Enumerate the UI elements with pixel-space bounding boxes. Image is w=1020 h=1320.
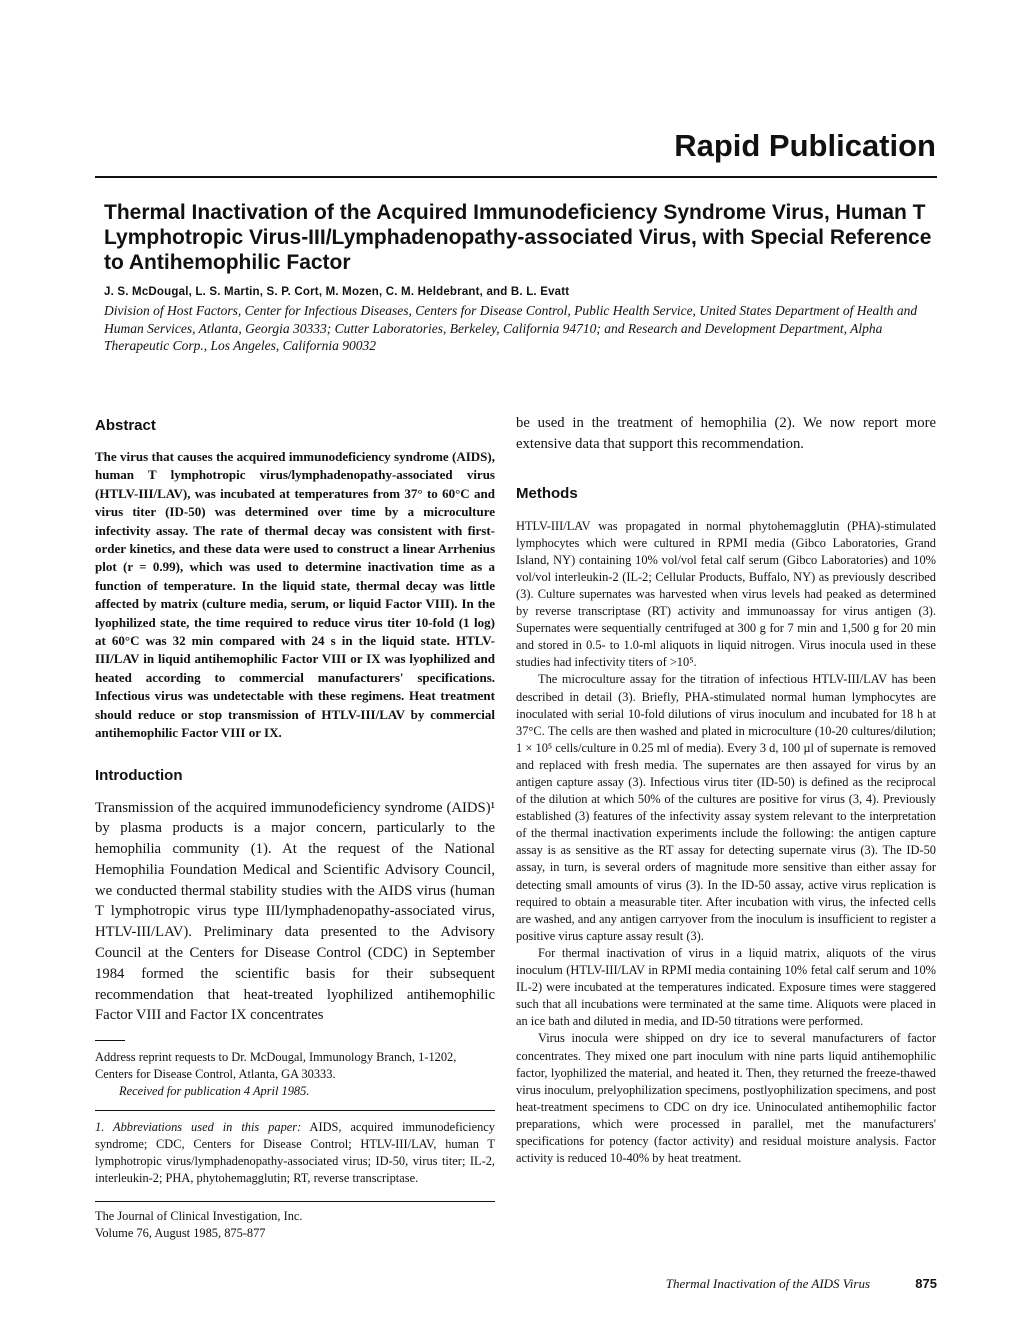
methods-paragraph: The microculture assay for the titration of infectious HTLV-III/LAV has been described in detail (3). Briefly, PHA-stimulated normal human lymphocytes are inoculated with serial 10-fold dilutions of virus inoculum and incubated for 18 h at 37°C. The cells are then washed and plated in microculture (10-20 cultures/dilution; 1 × 10⁵ cells/culture in 0.25 ml of media). Every 3 d, 100 µl of supernate is removed and replaced with fresh media. The supernates are then assayed for virus by an antigen capture assay (3). Infectious virus titer (ID-50) is defined as the reciprocal of the dilution at which 50% of the cultures are positive for virus (3, 4). Previously established (3) features of the infectivity assay system relevant to the interpretation of the thermal inactivation experiments include the following: the antigen capture assay is as sensitive as the RT assay for detecting supernate virus (3). The ID-50 assay, in turn, is several orders of magnitude more sensitive than either assay for detecting small amounts of virus (3). In the ID-50 assay, active virus replication is required to obtain a measurable titer. After incubation with virus, the infected cells are washed, and any antigen carryover from the inoculum is insufficient to register a positive virus capture assay result (3). [516, 672, 936, 943]
methods-heading: Methods [516, 484, 578, 502]
introduction-text: Transmission of the acquired immunodeficiency syndrome (AIDS)¹ by plasma products is a major concern, particularly to the hemophilia community (1). At the request of the National Hemophilia Foundation Medical and Scientific Advisory Council, we conducted thermal stability studies with the AIDS virus (human T lymphotropic virus type III/lymphadenopathy-associated virus, HTLV-III/LAV). Preliminary data presented to the Advisory Council at the Centers for Disease Control (CDC) in September 1984 formed the scientific basis for their subsequent recommendation that heat-treated lyophilized antihemophilic Factor VIII and Factor IX concentrates [95, 799, 495, 1024]
journal-rule [95, 1201, 495, 1202]
introduction-continued: be used in the treatment of hemophilia (2). We now report more extensive data that support this recommendation. [516, 415, 936, 452]
left-column [95, 413, 495, 1242]
methods-paragraph: Virus inocula were shipped on dry ice to several manufacturers of factor concentrates. They mixed one part inoculum with nine parts liquid antihemophilic factor, lyophilized the material, and heated it. Then, they returned the freeze-thawed virus inoculum, prelyophilization specimens, postlyophilization specimens, and post heat-treatment specimens to CDC on dry ice. Uninoculated antihemophilic factor preparations, which were processed in parallel, met the manufacturers' specifications for potency (factor activity) and residual moisture analysis. Factor activity is reduced 10-40% by heat treatment. [516, 1031, 936, 1166]
author-list: J. S. McDougal, L. S. Martin, S. P. Cort, M. Mozen, C. M. Heldebrant, and B. L. Evatt [104, 286, 570, 298]
journal-volume: Volume 76, August 1985, 875-877 [95, 1226, 266, 1241]
header-rule [95, 176, 937, 178]
footnote-rule [95, 1110, 495, 1111]
notes-divider [95, 1040, 125, 1041]
methods-paragraph: For thermal inactivation of virus in a liquid matrix, aliquots of the virus inoculum (HTLV-III/LAV in RPMI media containing 10% fetal calf serum and 10% IL-2) were incubated at the temperatures indicated. Exposure times were staggered such that all incubations were terminated at the same time. Aliquots were placed in an ice bath and diluted in media, and ID-50 titrations were performed. [516, 945, 936, 1029]
journal-name: The Journal of Clinical Investigation, Inc. [95, 1209, 303, 1224]
section-label: Rapid Publication [674, 128, 936, 163]
abstract-text: The virus that causes the acquired immunodeficiency syndrome (AIDS), human T lymphotropic virus/lymphadenopathy-associated virus (HTLV-III/LAV), was incubated at temperatures from 37° to 60°C and virus titer (ID-50) was determined over time by a microculture infectivity assay. The rate of thermal decay was consistent with first-order kinetics, and these data were used to construct a linear Arrhenius plot (r = 0.99), which was used to determine inactivation time as a function of temperature. In the liquid state, thermal decay was little affected by matrix (culture media, serum, or liquid Factor VIII). In the lyophilized state, the time required to reduce virus titer 10-fold (1 log) at 60°C was 32 min compared with 24 s in the liquid state. HTLV-III/LAV in liquid antihemophilic Factor VIII or IX was lyophilized and heated according to commercial manufacturers' specifications. Infectious virus was undetectable with these regimens. Heat treatment should reduce or stop transmission of HTLV-III/LAV by commercial antihemophilic Factor VIII or IX. [95, 449, 495, 741]
introduction-heading: Introduction [95, 766, 183, 784]
methods-paragraph: HTLV-III/LAV was propagated in normal phytohemagglutin (PHA)-stimulated lymphocytes which were cultured in RPMI media (Gibco Laboratories, Grand Island, NY) containing 10% vol/vol fetal calf serum (Gibco Laboratories) and 10% vol/vol interleukin-2 (IL-2; Cellular Products, Buffalo, NY) as previously described (3). Culture supernates was harvested when virus levels had peaked as determined by reverse transcriptase (RT) activity and immunoassay for virus antigen (3). Supernates were sequentially centrifuged at 300 g for 7 min and 1,500 g for 20 min and stored in 0.5- to 1.0-ml aliquots in liquid nitrogen. Virus inocula used in these studies had infectivity titers of >10⁵. [516, 518, 936, 670]
affiliations: Division of Host Factors, Center for Infectious Diseases, Centers for Disease Control, Public Health Service, United States Department of Health and Human Services, Atlanta, Georgia 30333; Cutter Laboratories, Berkeley, California 94710; and Research and Development Department, Alpha Therapeutic Corp., Los Angeles, California 90032 [104, 303, 918, 353]
received-date-note: Received for publication 4 April 1985. [119, 1084, 310, 1099]
running-title: Thermal Inactivation of the AIDS Virus [665, 1276, 870, 1291]
abbreviations-footnote [95, 1119, 495, 1187]
footnote-lead: 1. Abbreviations used in this paper: [95, 1120, 302, 1135]
right-column [516, 413, 936, 1167]
footnote-body: AIDS, acquired immunodeficiency syndrome; CDC, Centers for Disease Control; HTLV-III/LAV, human T lymphotropic virus/lymphadenopathy-associated virus; ID-50, virus titer; IL-2, interleukin-2; PHA, phytohemagglutin; RT, reverse transcriptase. [95, 1120, 495, 1186]
page-number: 875 [915, 1276, 937, 1291]
abstract-heading: Abstract [95, 417, 156, 434]
article-title: Thermal Inactivation of the Acquired Immunodeficiency Syndrome Virus, Human T Lymphotropic Virus-III/Lymphadenopathy-associated Virus, with Special Reference to Antihemophilic Factor [104, 201, 932, 274]
reprint-request-note: Address reprint requests to Dr. McDougal, Immunology Branch, 1-1202, Centers for Disease Control, Atlanta, GA 30333. [95, 1050, 457, 1082]
